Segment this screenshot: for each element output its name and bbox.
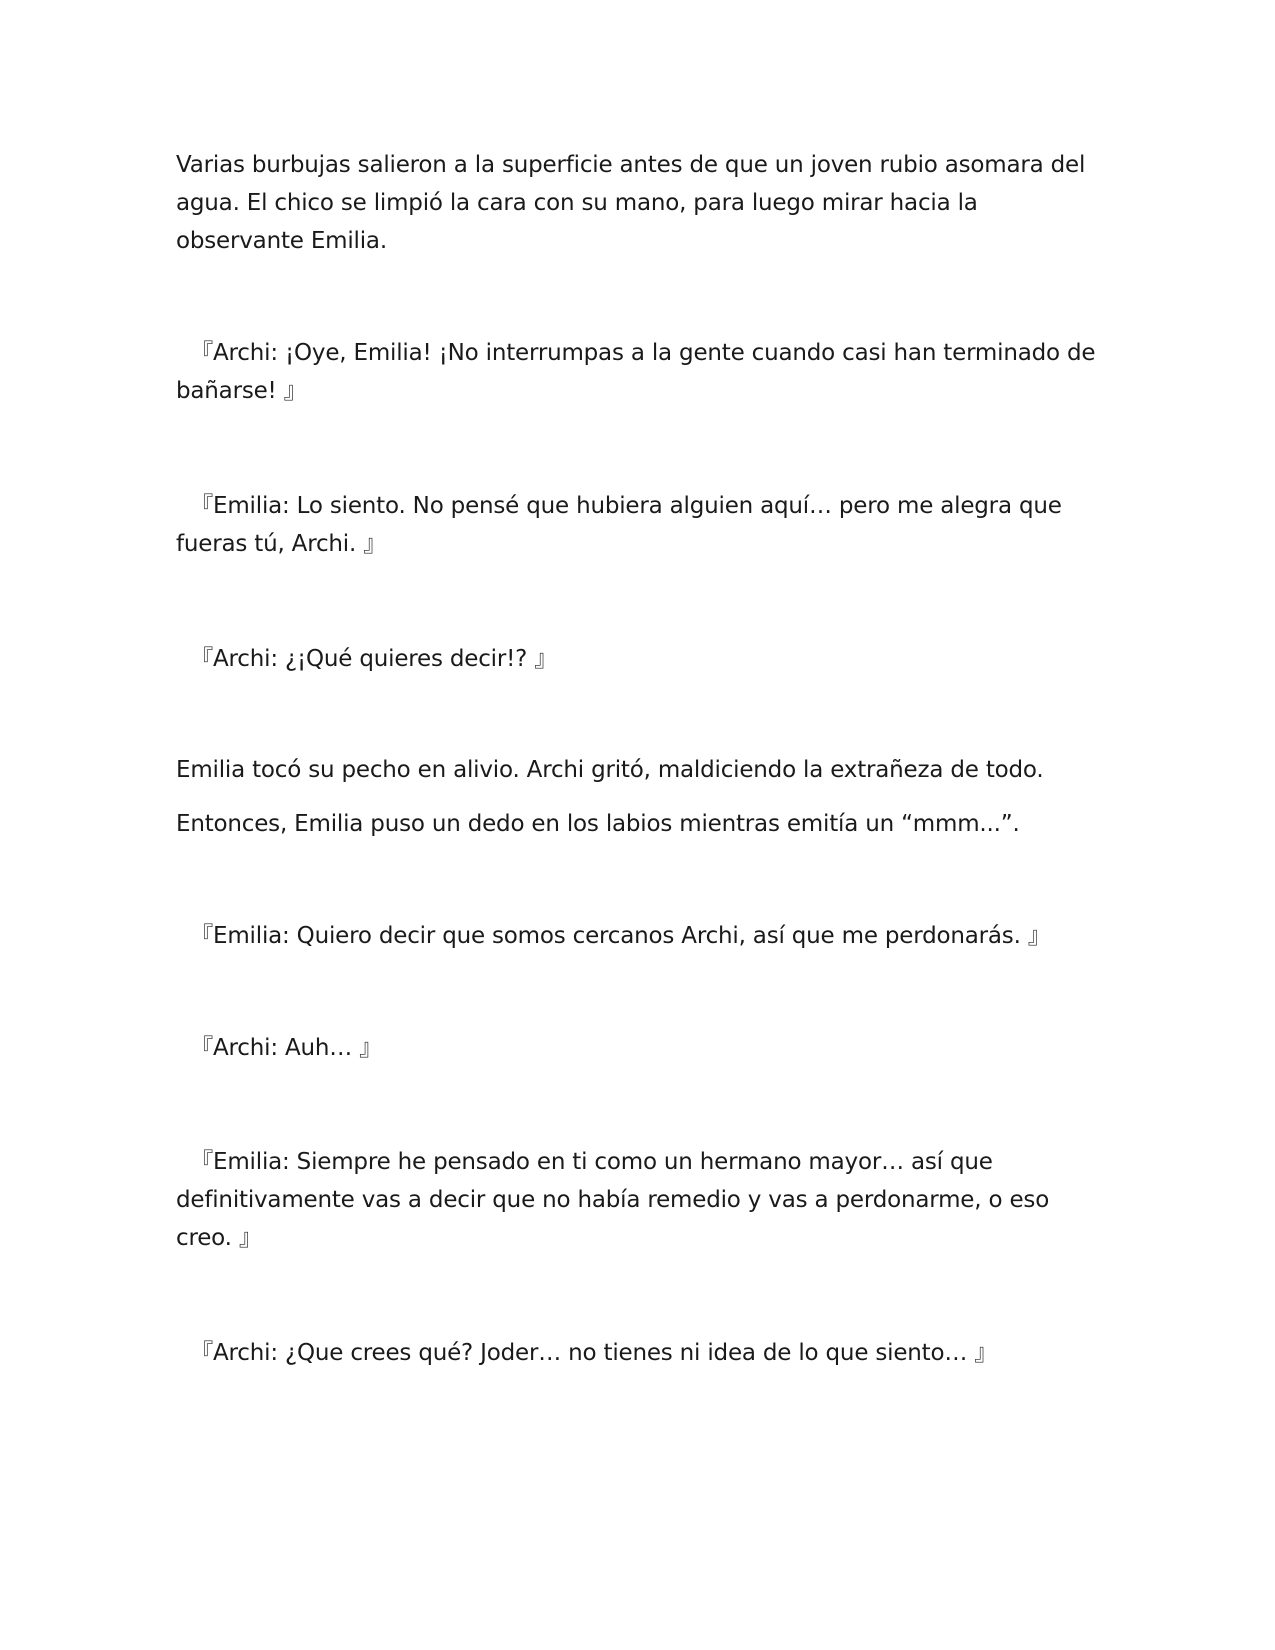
narration-paragraph: Entonces, Emilia puso un dedo en los labios mientras emitía un “mmm...”. (176, 811, 1020, 837)
narration-paragraph: Emilia tocó su pecho en alivio. Archi gritó, maldiciendo la extrañeza de todo. (176, 757, 1044, 783)
dialogue-archi: 『Archi: ¡Oye, Emilia! ¡No interrumpas a la gente cuando casi han terminado de bañarse! 』 (176, 340, 1096, 404)
dialogue-archi: 『Archi: ¿¡Qué quieres decir!? 』 (176, 646, 558, 672)
narration-paragraph: Varias burbujas salieron a la superficie antes de que un joven rubio asomara del agua. El chico se limpió la cara con su mano, para luego mirar hacia la observante Emilia. (176, 152, 1086, 254)
dialogue-archi: 『Archi: ¿Que crees qué? Joder… no tienes ni idea de lo que siento… 』 (176, 1340, 998, 1366)
dialogue-archi: 『Archi: Auh… 』 (176, 1035, 382, 1061)
dialogue-emilia: 『Emilia: Siempre he pensado en ti como un hermano mayor… así que definitivamente vas a decir que no había remedio y vas a perdonarme, o eso creo. 』 (176, 1149, 1050, 1251)
dialogue-emilia: 『Emilia: Lo siento. No pensé que hubiera alguien aquí… pero me alegra que fueras tú, Archi. 』 (176, 493, 1062, 557)
dialogue-emilia: 『Emilia: Quiero decir que somos cercanos Archi, así que me perdonarás. 』 (176, 923, 1051, 949)
